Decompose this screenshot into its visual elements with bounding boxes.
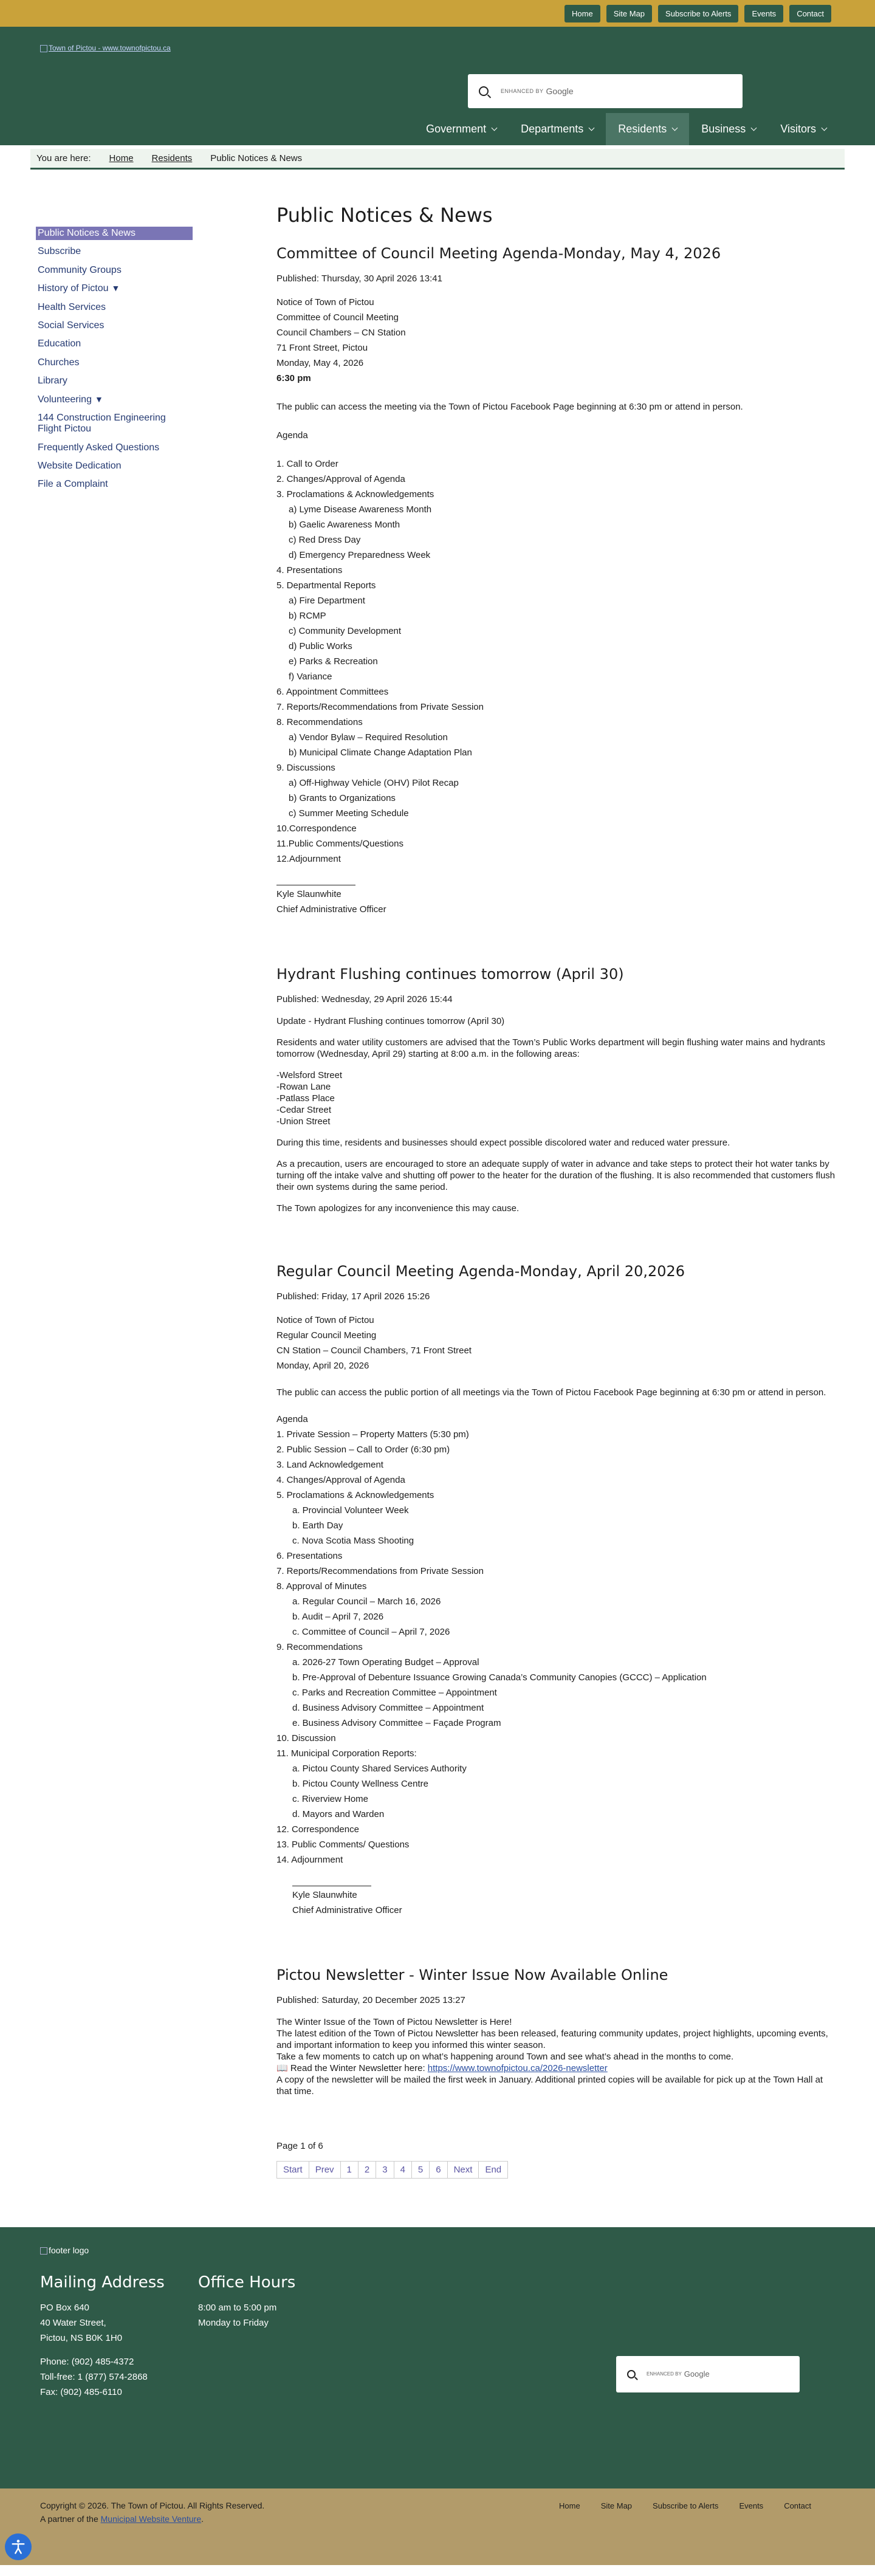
bottom-link-home[interactable]: Home bbox=[559, 2501, 580, 2510]
top-link-events[interactable]: Events bbox=[744, 5, 783, 22]
agenda-list bbox=[276, 456, 836, 867]
footer-logo bbox=[40, 2245, 89, 2255]
list-item: b. Earth Day bbox=[292, 1520, 343, 1531]
list-item: 9. Recommendations bbox=[276, 1641, 363, 1652]
page-3[interactable]: 3 bbox=[376, 2161, 394, 2179]
agenda-list bbox=[276, 1427, 836, 1867]
bottom-link-contact[interactable]: Contact bbox=[784, 2501, 811, 2510]
page-next[interactable]: Next bbox=[447, 2161, 479, 2179]
list-item: a) Off-Highway Vehicle (OHV) Pilot Recap bbox=[289, 778, 459, 789]
list-item: 8. Recommendations bbox=[276, 717, 363, 728]
list-item: e) Parks & Recreation bbox=[289, 656, 378, 667]
list-item: 2. Changes/Approval of Agenda bbox=[276, 474, 405, 485]
notice-block bbox=[276, 1313, 836, 1373]
read-prefix: 📖 Read the Winter Newsletter here: bbox=[276, 2063, 428, 2073]
list-item: b) Grants to Organizations bbox=[289, 793, 396, 804]
newsletter-line: A copy of the newsletter will be mailed the first week in January. Additional printed copies will be available for pick up at the Town Hall at that time. bbox=[276, 2074, 823, 2097]
list-item: b) Gaelic Awareness Month bbox=[289, 520, 400, 531]
street-list bbox=[276, 1070, 836, 1127]
list-item: -Welsford Street bbox=[276, 1070, 343, 1080]
address-line: PO Box 640 bbox=[40, 2302, 89, 2313]
newsletter-line: The Winter Issue of the Town of Pictou Newsletter is Here! bbox=[276, 2016, 512, 2027]
list-item: 3. Proclamations & Acknowledgements bbox=[276, 489, 434, 500]
signer-title: Chief Administrative Officer bbox=[292, 1905, 402, 1915]
update-line: Update - Hydrant Flushing continues tomorrow (April 30) bbox=[276, 1015, 505, 1026]
list-item: 71 Front Street, Pictou bbox=[276, 343, 368, 354]
signer-name: Kyle Slaunwhite bbox=[292, 1889, 357, 1900]
sidebar-item-label: History of Pictou bbox=[38, 283, 109, 294]
triangle-down-icon[interactable]: ▼ bbox=[111, 283, 120, 294]
published-date: Published: Friday, 17 April 2026 15:26 bbox=[276, 1291, 430, 1302]
list-item: 7. Reports/Recommendations from Private Session bbox=[276, 1565, 484, 1576]
list-item: d) Emergency Preparedness Week bbox=[289, 550, 431, 561]
list-item: b) Municipal Climate Change Adaptation Plan bbox=[289, 747, 472, 758]
mailing-heading: Mailing Address bbox=[40, 2273, 165, 2292]
site-logo[interactable] bbox=[40, 44, 180, 105]
list-item: 5. Proclamations & Acknowledgements bbox=[276, 1489, 434, 1500]
list-item: b. Pictou County Wellness Centre bbox=[292, 1778, 428, 1789]
sidebar-item-health[interactable]: Health Services bbox=[38, 301, 106, 312]
bottom-link-subscribe[interactable]: Subscribe to Alerts bbox=[653, 2501, 719, 2510]
list-item: b) RCMP bbox=[289, 611, 326, 622]
agenda-heading: Agenda bbox=[276, 430, 308, 441]
broken-image-icon bbox=[40, 2247, 47, 2255]
fax: Fax: (902) 485-6110 bbox=[40, 2386, 122, 2397]
page-2[interactable]: 2 bbox=[358, 2161, 376, 2179]
breadcrumb bbox=[30, 149, 845, 170]
list-item: Monday, May 4, 2026 bbox=[276, 358, 364, 369]
intro-paragraph: Residents and water utility customers are advised that the Town’s Public Works department will begin flushing water mains and hydrants tomorrow (Wednesday, April 29) starting at 8:00 a.m. in the following areas: bbox=[276, 1037, 825, 1059]
list-item: 14. Adjournment bbox=[276, 1854, 343, 1865]
mailing-address bbox=[40, 2273, 165, 2400]
nav-departments[interactable] bbox=[509, 113, 606, 145]
meeting-time: 6:30 pm bbox=[276, 373, 311, 384]
list-item: 11.Public Comments/Questions bbox=[276, 839, 403, 850]
sidebar-item-label: Volunteering bbox=[38, 394, 92, 405]
sidebar-item-public-notices[interactable]: Public Notices & News bbox=[36, 227, 193, 240]
list-item: 2. Public Session – Call to Order (6:30 pm) bbox=[276, 1444, 450, 1455]
copyright-text: Copyright © 2026. The Town of Pictou. All Rights Reserved. bbox=[40, 2500, 265, 2510]
main-navigation bbox=[414, 113, 839, 145]
list-item: Committee of Council Meeting bbox=[276, 312, 399, 323]
sidebar-item-education[interactable]: Education bbox=[38, 338, 81, 349]
list-item: 5. Departmental Reports bbox=[276, 580, 376, 591]
list-item: 12.Adjournment bbox=[276, 854, 341, 865]
list-item: d) Public Works bbox=[289, 641, 352, 652]
sidebar-item-volunteering[interactable] bbox=[36, 393, 193, 407]
list-item: c) Summer Meeting Schedule bbox=[289, 808, 409, 819]
nav-visitors[interactable] bbox=[768, 113, 839, 145]
list-item: c) Red Dress Day bbox=[289, 535, 361, 546]
signer-name: Kyle Slaunwhite bbox=[276, 889, 341, 900]
search-google-label: Google bbox=[546, 86, 574, 96]
site-header bbox=[0, 27, 875, 145]
list-item: -Union Street bbox=[276, 1116, 331, 1127]
page-body bbox=[0, 170, 875, 2227]
site-footer bbox=[0, 2227, 875, 2488]
chevron-down-icon bbox=[672, 125, 678, 131]
paragraph: The Town apologizes for any inconvenience this may cause. bbox=[276, 1203, 520, 1214]
agenda-heading: Agenda bbox=[276, 1413, 308, 1424]
nav-label: Departments bbox=[521, 123, 584, 135]
paragraph: During this time, residents and businesses should expect possible discolored water and reduced water pressure. bbox=[276, 1137, 730, 1148]
partner-prefix: A partner of the bbox=[40, 2513, 101, 2524]
page-start[interactable]: Start bbox=[276, 2161, 309, 2179]
list-item: d. Mayors and Warden bbox=[292, 1808, 385, 1819]
office-hours-time: 8:00 am to 5:00 pm bbox=[198, 2302, 277, 2313]
search-google-label: Google bbox=[684, 2369, 710, 2379]
list-item: a) Fire Department bbox=[289, 596, 365, 606]
bottom-links bbox=[559, 2501, 811, 2510]
copyright-block bbox=[40, 2499, 264, 2526]
list-item: -Rowan Lane bbox=[276, 1081, 331, 1092]
bottom-link-events[interactable]: Events bbox=[739, 2501, 764, 2510]
top-link-home[interactable]: Home bbox=[564, 5, 600, 22]
list-item: c. Riverview Home bbox=[292, 1793, 369, 1804]
nav-label: Visitors bbox=[780, 123, 816, 135]
article-title[interactable]: Regular Council Meeting Agenda-Monday, April 20,2026 bbox=[276, 1262, 685, 1280]
breadcrumb-home[interactable]: Home bbox=[109, 153, 134, 163]
toll-free: Toll-free: 1 (877) 574-2868 bbox=[40, 2371, 148, 2382]
list-item: a) Vendor Bylaw – Required Resolution bbox=[289, 732, 448, 743]
sidebar-item-churches[interactable]: Churches bbox=[38, 357, 80, 368]
list-item: 8. Approval of Minutes bbox=[276, 1581, 367, 1592]
list-item: 12. Correspondence bbox=[276, 1824, 359, 1835]
list-item: c. Nova Scotia Mass Shooting bbox=[292, 1535, 414, 1546]
footer-logo-alt: footer logo bbox=[49, 2245, 89, 2255]
chevron-down-icon bbox=[492, 125, 498, 131]
list-item: 10. Discussion bbox=[276, 1733, 336, 1743]
bottom-link-site-map[interactable]: Site Map bbox=[600, 2501, 633, 2510]
nav-label: Government bbox=[426, 123, 487, 135]
list-item: a) Lyme Disease Awareness Month bbox=[289, 504, 432, 515]
list-item: a. Pictou County Shared Services Authority bbox=[292, 1763, 467, 1774]
phone: Phone: (902) 485-4372 bbox=[40, 2356, 134, 2367]
list-item: 1. Private Session – Property Matters (5:30 pm) bbox=[276, 1429, 469, 1440]
search-enhanced-label: ENHANCED BY bbox=[647, 2371, 682, 2377]
top-link-subscribe[interactable]: Subscribe to Alerts bbox=[658, 5, 738, 22]
list-item: a. 2026-27 Town Operating Budget – Approval bbox=[292, 1657, 479, 1668]
chevron-down-icon bbox=[822, 125, 828, 131]
published-date: Published: Thursday, 30 April 2026 13:41 bbox=[276, 273, 442, 284]
paragraph: As a precaution, users are encouraged to store an adequate supply of water in advance and take steps to protect their hot water tanks by turning off the intake valve and shutting off power to the heater for the duration of the flushing. It is also recommended that customers flush their own systems during the same period. bbox=[276, 1158, 836, 1192]
list-item: 9. Discussions bbox=[276, 763, 335, 774]
chevron-down-icon bbox=[751, 125, 757, 131]
list-item: 6. Presentations bbox=[276, 1550, 343, 1561]
list-item: 3. Land Acknowledgement bbox=[276, 1459, 383, 1470]
list-item: 13. Public Comments/ Questions bbox=[276, 1839, 410, 1850]
list-item: 1. Call to Order bbox=[276, 459, 338, 470]
sidebar-item-faq[interactable]: Frequently Asked Questions bbox=[38, 442, 160, 453]
page-4[interactable]: 4 bbox=[394, 2161, 412, 2179]
breadcrumb-prefix: You are here: bbox=[36, 153, 91, 163]
list-item: 10.Correspondence bbox=[276, 823, 357, 834]
accessibility-icon bbox=[10, 2538, 27, 2555]
list-item: CN Station – Council Chambers, 71 Front Street bbox=[276, 1345, 472, 1356]
list-item: -Cedar Street bbox=[276, 1104, 332, 1115]
published-date: Published: Wednesday, 29 April 2026 15:44 bbox=[276, 994, 453, 1005]
page-prev[interactable]: Prev bbox=[309, 2161, 341, 2179]
list-item: Regular Council Meeting bbox=[276, 1330, 377, 1341]
search-enhanced-label: ENHANCED BY bbox=[501, 88, 544, 94]
list-item: c. Parks and Recreation Committee – Appointment bbox=[292, 1687, 497, 1698]
newsletter-link[interactable]: https://www.townofpictou.ca/2026-newsletter bbox=[427, 2063, 608, 2073]
article-title[interactable]: Hydrant Flushing continues tomorrow (April 30) bbox=[276, 966, 624, 983]
article-hydrant-flushing bbox=[276, 966, 836, 1214]
article-newsletter bbox=[276, 1966, 836, 2097]
published-date: Published: Saturday, 20 December 2025 13:27 bbox=[276, 1994, 465, 2005]
pagination-label: Page 1 of 6 bbox=[276, 2140, 323, 2151]
article-title[interactable]: Committee of Council Meeting Agenda-Monday, May 4, 2026 bbox=[276, 245, 721, 263]
office-hours bbox=[198, 2273, 295, 2330]
list-item: a. Provincial Volunteer Week bbox=[292, 1505, 409, 1516]
list-item: c. Committee of Council – April 7, 2026 bbox=[292, 1626, 450, 1637]
list-item: 6. Appointment Committees bbox=[276, 687, 389, 698]
list-item: Monday, April 20, 2026 bbox=[276, 1360, 369, 1371]
nav-residents[interactable] bbox=[606, 113, 689, 145]
sidebar-item-complaint[interactable]: File a Complaint bbox=[38, 479, 108, 490]
list-item: Notice of Town of Pictou bbox=[276, 1314, 374, 1325]
article-title[interactable]: Pictou Newsletter - Winter Issue Now Available Online bbox=[276, 1966, 668, 1984]
article-regular-council-agenda bbox=[276, 1263, 836, 1918]
list-item: 11. Municipal Corporation Reports: bbox=[276, 1748, 417, 1759]
page-5[interactable]: 5 bbox=[411, 2161, 430, 2179]
page-end[interactable]: End bbox=[478, 2161, 508, 2179]
newsletter-read-line bbox=[276, 2063, 836, 2074]
partner-link[interactable]: Municipal Website Venture bbox=[100, 2513, 202, 2524]
list-item: b. Pre-Approval of Debenture Issuance Growing Canada’s Community Canopies (GCCC) – Application bbox=[292, 1672, 707, 1683]
page-title: Public Notices & News bbox=[276, 204, 493, 227]
sidebar-item-social[interactable]: Social Services bbox=[38, 320, 105, 331]
list-item: -Patlass Place bbox=[276, 1093, 335, 1104]
page-1[interactable]: 1 bbox=[340, 2161, 359, 2179]
top-link-contact[interactable]: Contact bbox=[789, 5, 831, 22]
sidebar bbox=[0, 204, 276, 2227]
accessibility-button[interactable] bbox=[5, 2533, 32, 2560]
nav-label: Residents bbox=[618, 123, 667, 135]
signer-title: Chief Administrative Officer bbox=[276, 904, 386, 915]
access-info: The public can access the meeting via the Town of Pictou Facebook Page beginning at 6:30 pm or attend in person. bbox=[276, 402, 743, 413]
list-item: Notice of Town of Pictou bbox=[276, 297, 374, 308]
list-item: 4. Presentations bbox=[276, 565, 343, 576]
newsletter-line: The latest edition of the Town of Pictou Newsletter has been released, featuring community updates, project highlights, upcoming events, and important information to keep you informed this winter season. bbox=[276, 2028, 828, 2050]
list-item: Council Chambers – CN Station bbox=[276, 328, 406, 338]
address-line: Pictou, NS B0K 1H0 bbox=[40, 2332, 123, 2343]
address-line: 40 Water Street, bbox=[40, 2317, 106, 2328]
list-item: d. Business Advisory Committee – Appointment bbox=[292, 1702, 484, 1713]
access-info: The public can access the public portion of all meetings via the Town of Pictou Facebook Page beginning at 6:30 pm or attend in person. bbox=[276, 1387, 826, 1398]
list-item: a. Regular Council – March 16, 2026 bbox=[292, 1596, 441, 1607]
sidebar-item-144-flight[interactable]: 144 Construction Engineering Flight Pictou bbox=[38, 412, 166, 434]
top-utility-bar bbox=[0, 0, 875, 27]
header-search-box[interactable] bbox=[468, 74, 743, 108]
sidebar-item-history[interactable] bbox=[36, 282, 193, 295]
pagination bbox=[276, 2161, 836, 2179]
breadcrumb-residents[interactable]: Residents bbox=[151, 153, 193, 163]
nav-label: Business bbox=[701, 123, 746, 135]
bottom-bar bbox=[0, 2488, 875, 2565]
main-content bbox=[276, 204, 836, 2227]
list-item: e. Business Advisory Committee – Façade Program bbox=[292, 1717, 501, 1728]
sidebar-item-library[interactable]: Library bbox=[38, 376, 67, 386]
article-committee-agenda bbox=[276, 245, 836, 917]
logo-alt-text: Town of Pictou - www.townofpictou.ca bbox=[49, 44, 171, 52]
nav-business[interactable] bbox=[689, 113, 768, 145]
search-icon[interactable] bbox=[627, 2370, 636, 2379]
list-item: f) Variance bbox=[289, 671, 332, 682]
office-heading: Office Hours bbox=[198, 2273, 296, 2292]
sidebar-item-community-groups[interactable]: Community Groups bbox=[38, 264, 122, 275]
notice-block bbox=[276, 295, 836, 371]
office-hours-days: Monday to Friday bbox=[198, 2317, 269, 2328]
newsletter-line: Take a few moments to catch up on what’s happening around Town and see what’s ahead in the months to come. bbox=[276, 2051, 734, 2062]
sidebar-item-dedication[interactable]: Website Dedication bbox=[38, 461, 122, 472]
chevron-down-icon bbox=[589, 125, 595, 131]
list-item: b. Audit – April 7, 2026 bbox=[292, 1611, 384, 1622]
broken-image-icon bbox=[40, 45, 47, 52]
sidebar-item-subscribe[interactable]: Subscribe bbox=[38, 246, 81, 257]
breadcrumb-current: Public Notices & News bbox=[210, 153, 303, 163]
footer-search-box[interactable] bbox=[616, 2356, 800, 2392]
list-item: 7. Reports/Recommendations from Private Session bbox=[276, 702, 484, 713]
nav-government[interactable] bbox=[414, 113, 509, 145]
top-link-site-map[interactable]: Site Map bbox=[606, 5, 652, 22]
list-item: c) Community Development bbox=[289, 626, 402, 637]
triangle-down-icon[interactable]: ▼ bbox=[94, 394, 103, 404]
search-icon[interactable] bbox=[479, 86, 489, 96]
list-item: 4. Changes/Approval of Agenda bbox=[276, 1474, 405, 1485]
page-6[interactable]: 6 bbox=[429, 2161, 447, 2179]
partner-line: A partner of the Municipal Website Venture. bbox=[40, 2513, 204, 2524]
